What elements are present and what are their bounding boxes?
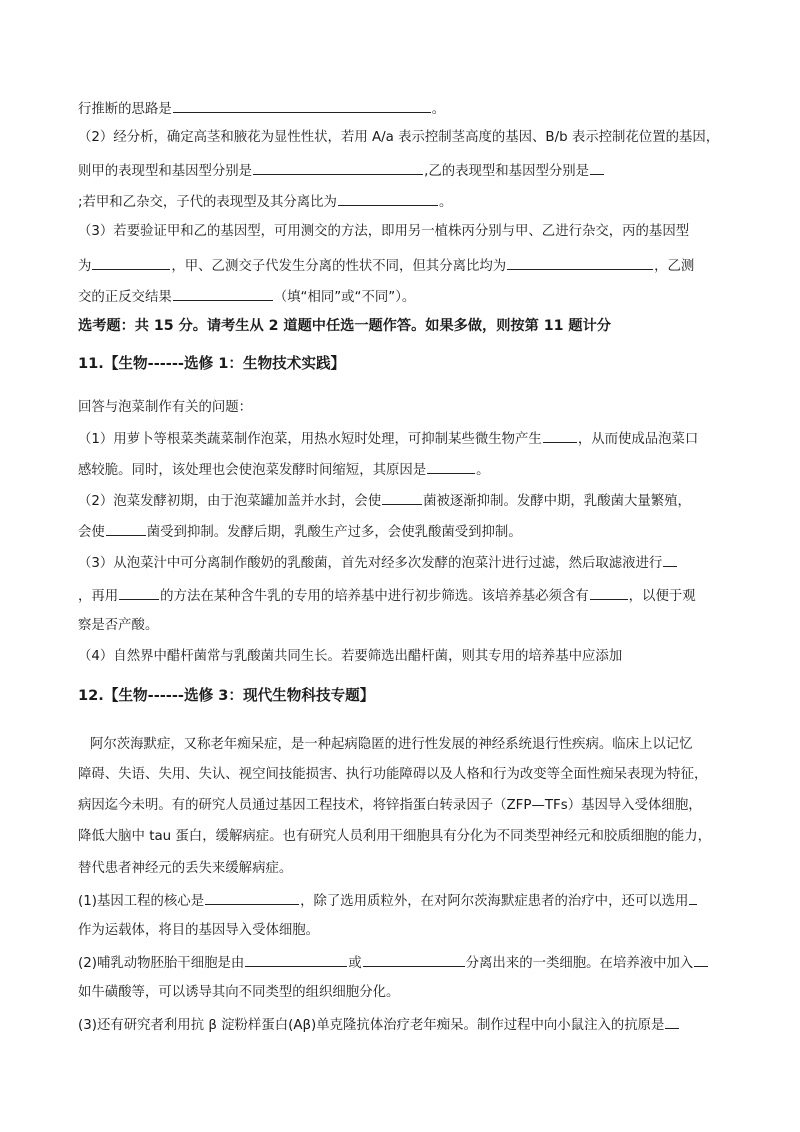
text: ;若甲和乙杂交，子代的表现型及其分离比为 xyxy=(78,195,337,210)
answer-blank xyxy=(173,99,431,113)
q10-part2-line-1: （2）经分析，确定高茎和腋花为显性性状，若用 A/a 表示控制茎高度的基因、B/b 表示控制花位置的基因， xyxy=(78,130,720,145)
q10-line-1 xyxy=(78,99,738,119)
q10-part2-line-2 xyxy=(78,161,738,181)
answer-blank xyxy=(119,586,159,600)
q10-part3-line-1: （3）若要验证甲和乙的基因型，可用测交的方法，即用另一植株丙分别与甲、乙进行杂交，丙的基因型 xyxy=(78,224,690,239)
text: ，再用 xyxy=(78,589,119,604)
text: （填“相同”或“不同”）。 xyxy=(273,290,416,305)
answer-blank xyxy=(205,891,299,905)
answer-blank xyxy=(694,953,708,967)
text: 。 xyxy=(431,102,446,117)
text: 会使 xyxy=(78,525,105,540)
answer-blank xyxy=(507,256,653,270)
text: 或 xyxy=(348,956,362,971)
text: (1)基因工程的核心是 xyxy=(78,894,205,909)
q12-title: 12.【生物------选修 3：现代生物科技专题】 xyxy=(78,687,375,704)
text: ，乙测 xyxy=(654,259,695,274)
text: ,乙的表现型和基因型分别是 xyxy=(424,164,590,179)
q12-paragraph-line-3: 病因迄今未明。有的研究人员通过基因工程技术，将锌指蛋白转录因子（ZFP—TFs）基因导入受体细胞， xyxy=(78,798,702,813)
q12-part2-line-2: 如牛磺酸等，可以诱导其向不同类型的组织细胞分化。 xyxy=(78,985,400,1000)
q12-paragraph-line-2: 障碍、失语、失用、失认、视空间技能损害、执行功能障碍以及人格和行为改变等全面性痴呆表现为特征， xyxy=(78,767,708,782)
text: 交的正反交结果 xyxy=(78,290,172,305)
text: 菌受到抑制。发酵后期，乳酸生产过多，会使乳酸菌受到抑制。 xyxy=(146,525,522,540)
q11-title: 11.【生物------选修 1：生物技术实践】 xyxy=(78,355,346,372)
answer-blank xyxy=(253,161,423,175)
q11-part2-line-1 xyxy=(78,491,738,511)
text: (2)哺乳动物胚胎干细胞是由 xyxy=(78,956,245,971)
q11-part3-line-3: 察是否产酸。 xyxy=(78,618,159,633)
answer-blank xyxy=(92,256,170,270)
q11-part4: （4）自然界中醋杆菌常与乳酸菌共同生长。若要筛选出醋杆菌，则其专用的培养基中应添加 xyxy=(78,649,623,664)
answer-blank xyxy=(665,1015,679,1029)
answer-blank xyxy=(363,953,465,967)
q11-part3-line-2 xyxy=(78,586,738,606)
q12-paragraph-line-5: 替代患者神经元的丢失来缓解病症。 xyxy=(78,861,293,876)
text: 。 xyxy=(476,463,490,478)
answer-blank xyxy=(663,553,677,567)
q12-paragraph-line-1: 阿尔茨海默症，又称老年痴呆症，是一种起病隐匿的进行性发展的神经系统退行性疾病。临床上以记忆 xyxy=(90,737,693,752)
text: 感较脆。同时，该处理也会使泡菜发酵时间缩短，其原因是 xyxy=(78,463,427,478)
q12-part3-line-1 xyxy=(78,1015,738,1035)
text: 分离出来的一类细胞。在培养液中加入 xyxy=(465,956,694,971)
q12-part1-line-1 xyxy=(78,891,738,911)
text: （3）从泡菜汁中可分离制作酸奶的乳酸菌，首先对经多次发酵的泡菜汁进行过滤，然后取滤液进行 xyxy=(78,556,663,571)
text: （1）用萝卜等根菜类蔬菜制作泡菜，用热水短时处理，可抑制某些微生物产生 xyxy=(78,432,542,447)
answer-blank xyxy=(543,429,577,443)
answer-blank xyxy=(590,586,628,600)
answer-blank xyxy=(338,192,438,206)
q11-part2-line-2 xyxy=(78,522,738,542)
text: (3)还有研究者利用抗 β 淀粉样蛋白(Aβ)单克隆抗体治疗老年痴呆。制作过程中向小鼠注入的抗原是 xyxy=(78,1018,665,1033)
answer-blank xyxy=(245,953,347,967)
answer-blank xyxy=(689,891,697,905)
answer-blank xyxy=(173,287,273,301)
q10-part3-line-2 xyxy=(78,256,738,276)
answer-blank xyxy=(590,161,604,175)
text: ，以便于观 xyxy=(628,589,696,604)
elective-notice: 选考题：共 15 分。请考生从 2 道题中任选一题作答。如果多做，则按第 11 题计分 xyxy=(78,318,611,334)
q12-part2-line-1 xyxy=(78,953,738,973)
q11-part3-line-1 xyxy=(78,553,738,573)
q10-part2-line-3 xyxy=(78,192,738,212)
q12-paragraph-line-4: 降低大脑中 tau 蛋白，缓解病症。也有研究人员利用干细胞具有分化为不同类型神经元和胶质细胞的能力， xyxy=(78,829,712,844)
text: ，从而使成品泡菜口 xyxy=(577,432,699,447)
text: ，除了选用质粒外，在对阿尔茨海默症患者的治疗中，还可以选用 xyxy=(300,894,689,909)
answer-blank xyxy=(427,460,475,474)
text: 则甲的表现型和基因型分别是 xyxy=(78,164,253,179)
text: ，甲、乙测交子代发生分离的性状不同，但其分离比均为 xyxy=(171,259,507,274)
q10-part3-line-3 xyxy=(78,287,738,307)
q11-part1-line-2 xyxy=(78,460,738,480)
text: 行推断的思路是 xyxy=(78,102,172,117)
q11-intro: 回答与泡菜制作有关的问题： xyxy=(78,400,253,415)
text: （2）泡菜发酵初期，由于泡菜罐加盖并水封，会使 xyxy=(78,494,382,509)
text: 为 xyxy=(78,259,92,274)
answer-blank xyxy=(106,522,146,536)
text: 菌被逐渐抑制。发酵中期，乳酸菌大量繁殖， xyxy=(423,494,691,509)
q11-part1-line-1 xyxy=(78,429,738,449)
answer-blank xyxy=(382,491,422,505)
text: 。 xyxy=(438,195,453,210)
text: 的方法在某种含牛乳的专用的培养基中进行初步筛选。该培养基必须含有 xyxy=(160,589,589,604)
q12-part1-line-2: 作为运载体，将目的基因导入受体细胞。 xyxy=(78,923,320,938)
